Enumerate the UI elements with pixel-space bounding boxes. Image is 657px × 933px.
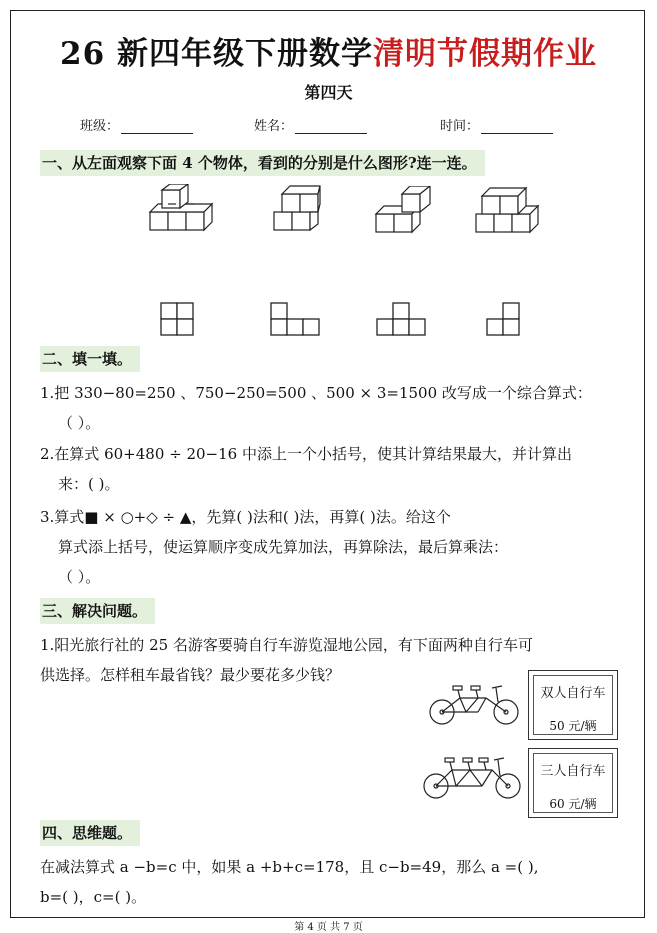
class-field: 班级： (80, 115, 193, 134)
view-shape-4 (486, 302, 522, 336)
q3-1-line2: 供选择。怎样租车最省钱？最少要花多少钱？ (40, 666, 341, 684)
cube-object-2 (272, 184, 322, 234)
page-number: 第 4 页 共 7 页 (294, 922, 363, 933)
cube-object-1 (148, 184, 216, 234)
q2-2-line1: 2.在算式 60+480 ÷ 20−16 中添上一个小括号，使其计算结果最大，并计算出 (40, 445, 572, 463)
q2-1-line1: 1.把 330−80=250 、750−250=500 、500 × 3=1500 改写成一个综合算式： (40, 384, 592, 402)
day-subtitle: 第四天 (304, 83, 353, 102)
q2-3-line1: 3.算式■ × ○+◇ ÷ ▲，先算( )法和( )法，再算( )法。给这个 (40, 508, 451, 526)
section1-heading: 一、从左面观察下面 4 个物体，看到的分别是什么图形?连一连。 (40, 150, 485, 176)
q3-1-line1: 1.阳光旅行社的 25 名游客要骑自行车游览湿地公园，有下面两种自行车可 (40, 636, 533, 654)
section2-heading: 二、填一填。 (40, 346, 140, 372)
q2-1-answer: （ ）。 (58, 414, 101, 432)
q4-line2: b=( )，c=( )。 (40, 888, 147, 906)
double-bike-price-card (528, 670, 618, 740)
double-bike-name: 双人自行车 (540, 686, 606, 701)
q4-line1: 在减法算式 a −b=c 中，如果 a +b+c=178，且 c−b=49，那么 a =( ), (40, 858, 539, 876)
view-shape-3 (376, 302, 428, 336)
name-field: 姓名： (254, 115, 367, 134)
triple-bike-price: 60 元/辆 (549, 797, 597, 811)
section4-heading: 四、思维题。 (40, 820, 140, 846)
triple-bike-name: 三人自行车 (540, 764, 606, 779)
cube-object-4 (474, 186, 542, 236)
q2-2-answer: 来：( )。 (58, 475, 120, 493)
cube-object-3 (374, 186, 436, 236)
section3-heading: 三、解决问题。 (40, 598, 155, 624)
time-field: 时间： (440, 115, 553, 134)
q2-3-answer: （ ）。 (58, 568, 101, 586)
triple-bicycle-image (420, 752, 524, 800)
tandem-bicycle-image (426, 680, 522, 726)
page-title: 26 新四年级下册数学清明节假期作业 (60, 36, 597, 72)
triple-bike-price-card (528, 748, 618, 818)
view-shape-1 (160, 302, 196, 336)
double-bike-price: 50 元/辆 (549, 719, 597, 733)
q2-3-line2: 算式添上括号，使运算顺序变成先算加法，再算除法，最后算乘法： (58, 538, 509, 556)
view-shape-2 (270, 302, 322, 336)
